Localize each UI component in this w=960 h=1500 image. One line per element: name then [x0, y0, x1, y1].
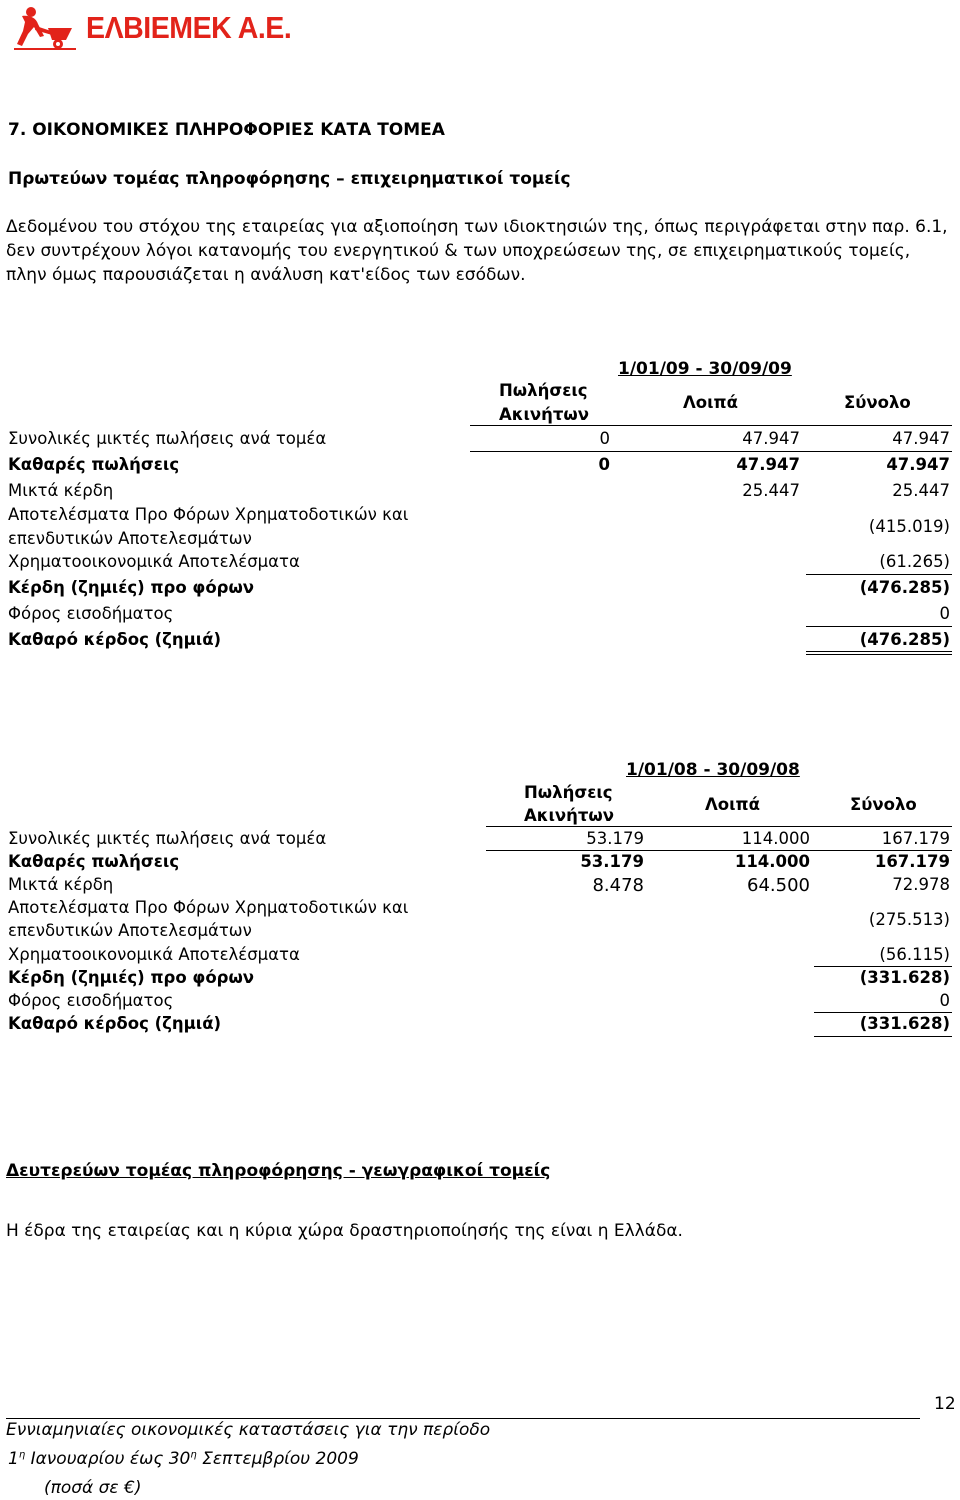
intro-paragraph: Δεδομένου του στόχου της εταιρείας για αξιοποίηση των ιδιοκτησιών της, όπως περιγράφεται στην παρ. 6.1, δεν συντρέχουν λόγοι κατανομής του ενεργητικού & των υποχρεώσεων της, σε επιχειρηματικούς τομείς, πλην όμως παρουσιάζεται η ανάλυση κατ'είδος των εσόδων.: [6, 217, 948, 285]
cell-other: 25.447: [742, 481, 800, 500]
secondary-segment-heading: Δευτερεύων τομέας πληροφόρησης - γεωγραφικοί τομείς: [6, 1161, 551, 1181]
cell-real-estate: 0: [598, 455, 610, 474]
footer-superscript: η: [190, 1449, 197, 1461]
row-label: Αποτελέσματα Προ Φόρων Χρηματοδοτικών και: [8, 505, 409, 524]
total-double-rule: [806, 651, 952, 655]
cell-other: 114.000: [741, 829, 810, 848]
cell-real-estate: 8.478: [592, 875, 644, 896]
cell-total: (331.628): [859, 968, 950, 987]
row-label: Καθαρές πωλήσεις: [8, 455, 180, 474]
worker-with-wheelbarrow-logo-icon: [14, 6, 76, 50]
row-label: Φόρος εισοδήματος: [8, 991, 174, 1010]
row-label: Καθαρό κέρδος (ζημιά): [8, 1014, 222, 1033]
segment-table-2008: [6, 757, 952, 1097]
cell-total: (56.115): [879, 945, 950, 964]
cell-other: 47.947: [742, 429, 800, 448]
row-label: Μικτά κέρδη: [8, 875, 114, 894]
cell-total: 47.947: [886, 455, 950, 474]
cell-total: 167.179: [881, 829, 950, 848]
row-label: Χρηματοοικονομικά Αποτελέσματα: [8, 945, 300, 964]
col-header-total: Σύνολο: [850, 795, 917, 814]
col-header-other: Λοιπά: [683, 393, 738, 412]
col-header-real-estate: Πωλήσεις: [499, 381, 588, 400]
footer-rule: [6, 1418, 920, 1419]
header-rule: [470, 425, 952, 426]
cell-total: 47.947: [892, 429, 950, 448]
company-name: ΕΛΒΙΕΜΕΚ Α.Ε.: [86, 10, 292, 45]
col-header-real-estate: Πωλήσεις: [524, 783, 613, 802]
cell-total: (476.285): [859, 578, 950, 597]
footer-currency-note: (ποσά σε €): [44, 1478, 142, 1498]
row-label: Αποτελέσματα Προ Φόρων Χρηματοδοτικών και: [8, 898, 409, 917]
subtotal-rule: [814, 1012, 952, 1013]
subtotal-rule: [814, 966, 952, 967]
country-statement: Η έδρα της εταιρείας και η κύρια χώρα δραστηριοποίησής της είναι η Ελλάδα.: [6, 1221, 683, 1241]
col-header-total: Σύνολο: [844, 393, 911, 412]
footer-period: [8, 1449, 359, 1469]
cell-total: (331.628): [859, 1014, 950, 1033]
company-logo: [14, 6, 304, 52]
row-label: Χρηματοοικονομικά Αποτελέσματα: [8, 552, 300, 571]
footer-period-part: 1: [8, 1449, 19, 1469]
cell-other: 114.000: [734, 852, 810, 871]
cell-real-estate: 53.179: [580, 852, 644, 871]
col-header-other: Λοιπά: [705, 795, 760, 814]
row-label: επενδυτικών Αποτελεσμάτων: [8, 529, 252, 548]
row-label: Συνολικές μικτές πωλήσεις ανά τομέα: [8, 829, 327, 848]
cell-other: 64.500: [747, 875, 810, 896]
row-rule: [486, 850, 952, 851]
row-rule: [470, 451, 952, 452]
row-label: Κέρδη (ζημιές) προ φόρων: [8, 968, 255, 987]
footer-title: Εννιαμηνιαίες οικονομικές καταστάσεις για την περίοδο: [6, 1420, 491, 1440]
row-label: Καθαρές πωλήσεις: [8, 852, 180, 871]
row-label: Συνολικές μικτές πωλήσεις ανά τομέα: [8, 429, 327, 448]
period-header: 1/01/09 - 30/09/09: [618, 359, 792, 379]
segment-table-2009: [6, 355, 952, 695]
cell-total: (476.285): [859, 630, 950, 649]
cell-total: (415.019): [868, 517, 950, 536]
cell-other: 47.947: [736, 455, 800, 474]
footer-period-part: Σεπτεμβρίου 2009: [196, 1449, 359, 1469]
row-label: Μικτά κέρδη: [8, 481, 114, 500]
subtotal-rule: [806, 626, 952, 627]
total-rule: [814, 1036, 952, 1037]
row-label: Κέρδη (ζημιές) προ φόρων: [8, 578, 255, 597]
row-label: επενδυτικών Αποτελεσμάτων: [8, 921, 252, 940]
header-rule: [486, 826, 952, 827]
cell-real-estate: 53.179: [586, 829, 644, 848]
cell-total: 25.447: [892, 481, 950, 500]
row-label: Φόρος εισοδήματος: [8, 604, 174, 623]
cell-total: (275.513): [868, 910, 950, 929]
cell-total: 72.978: [892, 875, 950, 894]
col-header-real-estate: Ακινήτων: [499, 405, 590, 424]
footer-period-part: Ιανουαρίου έως 30: [25, 1449, 191, 1469]
row-label: Καθαρό κέρδος (ζημιά): [8, 630, 222, 649]
section-title: 7. ΟΙΚΟΝΟΜΙΚΕΣ ΠΛΗΡΟΦΟΡΙΕΣ ΚΑΤΑ ΤΟΜΕΑ: [8, 120, 445, 140]
footer-superscript: η: [18, 1449, 26, 1461]
period-header: 1/01/08 - 30/09/08: [626, 760, 800, 780]
cell-total: 167.179: [874, 852, 950, 871]
col-header-real-estate: Ακινήτων: [524, 806, 615, 825]
page-number: 12: [934, 1394, 956, 1414]
cell-total: (61.265): [879, 552, 950, 571]
cell-total: 0: [939, 604, 950, 623]
subtotal-rule: [806, 574, 952, 575]
cell-total: 0: [939, 991, 950, 1010]
primary-segment-heading: Πρωτεύων τομέας πληροφόρησης – επιχειρηματικοί τομείς: [8, 169, 571, 189]
cell-real-estate: 0: [599, 429, 610, 448]
